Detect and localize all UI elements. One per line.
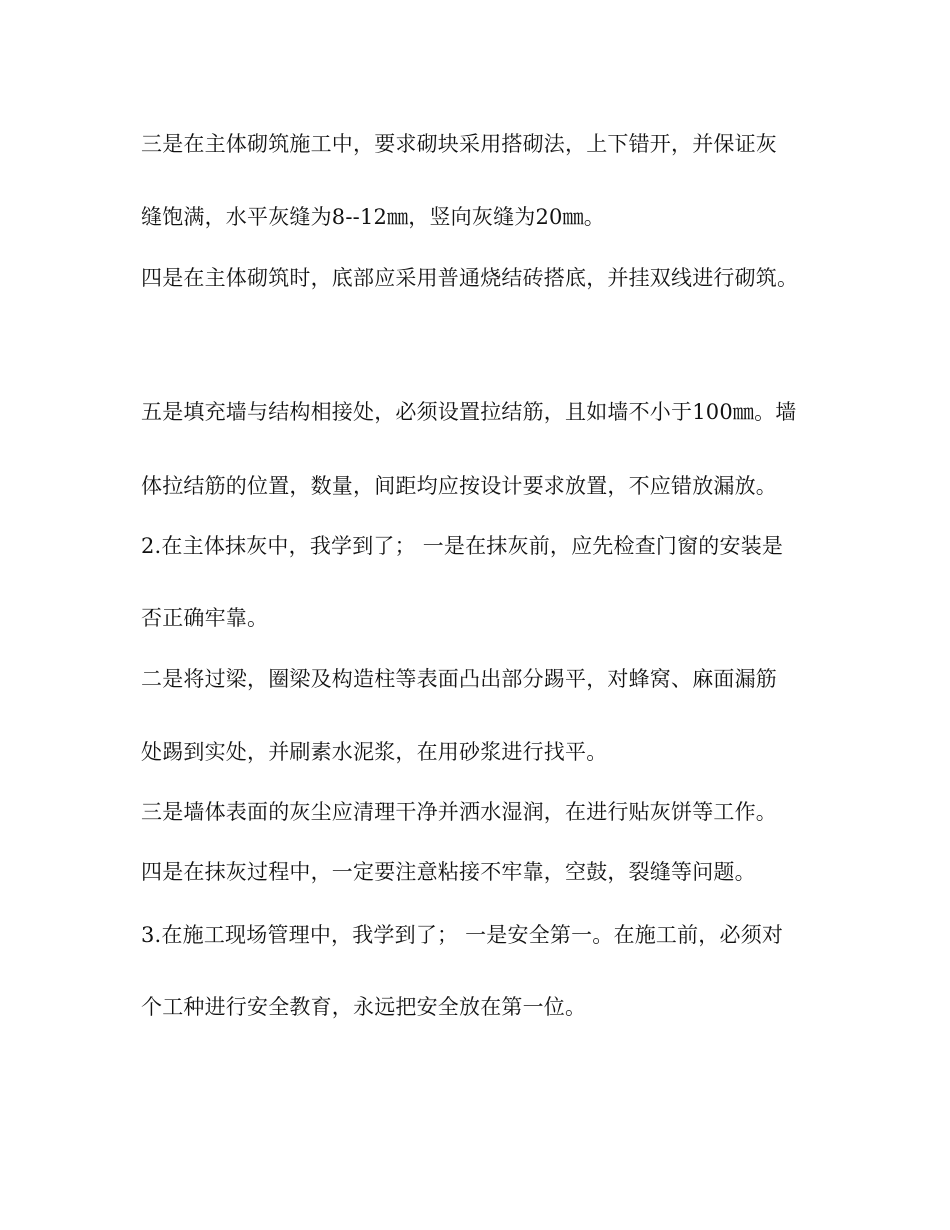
paragraph-line: 四是在主体砌筑时，底部应采用普通烧结砖搭底，并挂双线进行砌筑。 xyxy=(141,266,799,290)
paragraph-line: 五是填充墙与结构相接处，必须设置拉结筋，且如墙不小于100㎜。墙 xyxy=(141,400,797,424)
paragraph-line: 处踢到实处，并刷素水泥浆，在用砂浆进行找平。 xyxy=(141,740,608,764)
paragraph-line: 3.在施工现场管理中，我学到了； 一是安全第一。在施工前，必须对 xyxy=(141,923,784,947)
paragraph-line: 否正确牢靠。 xyxy=(141,606,269,630)
paragraph-line: 2.在主体抹灰中，我学到了； 一是在抹灰前，应先检查门窗的安装是 xyxy=(141,534,784,558)
paragraph-line: 体拉结筋的位置，数量，间距均应按设计要求放置，不应错放漏放。 xyxy=(141,474,777,498)
paragraph-line: 三是墙体表面的灰尘应清理干净并洒水湿润，在进行贴灰饼等工作。 xyxy=(141,800,777,824)
paragraph-line: 缝饱满，水平灰缝为8--12㎜，竖向灰缝为20㎜。 xyxy=(141,205,605,229)
paragraph-line: 个工种进行安全教育，永远把安全放在第一位。 xyxy=(141,995,587,1019)
paragraph-line: 二是将过梁，圈梁及构造柱等表面凸出部分踢平，对蜂窝、麻面漏筋 xyxy=(141,667,777,691)
paragraph-line: 三是在主体砌筑施工中，要求砌块采用搭砌法，上下错开，并保证灰 xyxy=(141,132,777,156)
paragraph-line: 四是在抹灰过程中，一定要注意粘接不牢靠，空鼓，裂缝等问题。 xyxy=(141,860,756,884)
